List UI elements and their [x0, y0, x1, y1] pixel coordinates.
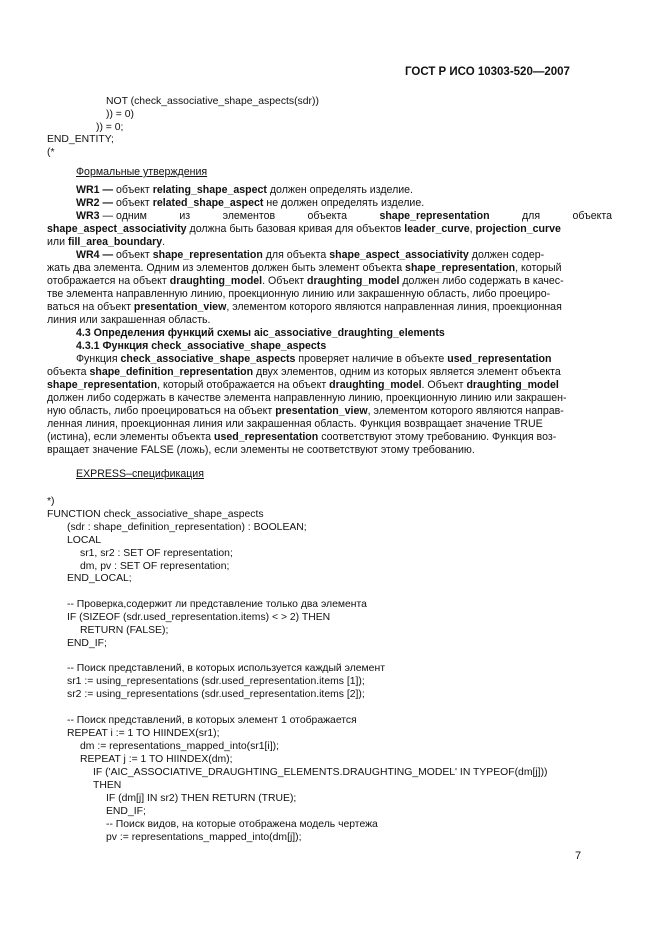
code-line: LOCAL — [67, 535, 102, 546]
wr3-word: элементов — [222, 210, 276, 222]
code-comment: -- Поиск видов, на которые отображена модель чертежа — [106, 819, 378, 830]
code-line: (* — [47, 147, 55, 158]
wr4-text: отображается на объект — [47, 275, 170, 287]
wr3-entity: projection_curve — [475, 223, 561, 235]
para-entity: used_representation — [447, 353, 552, 365]
code-line: END_IF; — [106, 806, 146, 817]
wr4-line — [76, 249, 544, 262]
wr4-entity: shape_aspect_associativity — [329, 249, 469, 261]
wr1-line — [76, 184, 413, 197]
para-text: (истина), если элементы объекта — [47, 431, 215, 443]
code-line: IF (SIZEOF (sdr.used_representation.items) < > 2) THEN — [67, 612, 331, 623]
code-line: THEN — [93, 780, 122, 791]
wr3-entity: leader_curve — [404, 223, 470, 235]
wr4-line — [47, 275, 564, 288]
wr3-entity: shape_aspect_associativity — [47, 223, 187, 235]
para-text: объекта — [47, 366, 90, 378]
wr4-entity: shape_representation — [152, 249, 263, 261]
code-comment: -- Поиск представлений, в которых используется каждый элемент — [67, 663, 385, 674]
para-line — [47, 366, 561, 379]
code-line: END_IF; — [67, 638, 107, 649]
wr1-tag: WR1 — — [76, 184, 114, 196]
page-number: 7 — [575, 850, 582, 862]
wr4-text: ваться на объект — [47, 301, 134, 313]
para-entity: draughting_model — [329, 379, 422, 391]
code-line: REPEAT i := 1 TO HIINDEX(sr1); — [67, 728, 220, 739]
wr1-text: объект — [113, 184, 153, 196]
wr3-line — [47, 223, 561, 236]
wr4-text: , который — [515, 262, 562, 274]
para-line: вращает значение FALSE (ложь), если элементы не соответствуют этому требованию. — [47, 444, 475, 456]
wr4-line: тве элемента направленную линию, проекционную линию или закрашенную область, либо проециро- — [47, 288, 551, 300]
para-line — [47, 431, 556, 444]
para-text: проверяет наличие в объекте — [295, 353, 448, 365]
para-text: ную область, либо проецироваться на объект — [47, 405, 276, 417]
code-line: NOT (check_associative_shape_aspects(sdr)) — [106, 96, 319, 107]
wr1-entity: relating_shape_aspect — [152, 184, 267, 196]
para-line — [47, 379, 559, 392]
para-entity: used_representation — [214, 431, 319, 443]
code-line: sr1 := using_representations (sdr.used_representation.items [1]); — [67, 676, 365, 687]
wr4-entity: draughting_model — [169, 275, 263, 287]
page-header-title: ГОСТ Р ИСО 10303-520—2007 — [405, 66, 570, 78]
code-line: (sdr : shape_definition_representation) : BOOLEAN; — [67, 522, 307, 533]
code-line: dm, pv : SET OF representation; — [80, 561, 230, 572]
wr4-text: жать два элемента. Одним из элементов должен быть элемент объекта — [47, 262, 406, 274]
wr4-text: , элементом которого являются направленная линия, проекционная — [226, 301, 562, 313]
formal-heading: Формальные утверждения — [76, 166, 208, 178]
wr3-word: для — [521, 210, 541, 222]
para-entity: shape_definition_representation — [89, 366, 254, 378]
para-entity: draughting_model — [466, 379, 559, 391]
para-line: должен либо содержать в качестве элемента направленную линию, проекционную линию или закрашен- — [47, 392, 567, 404]
wr3-tag: WR3 — [76, 210, 100, 222]
code-line: sr2 := using_representations (sdr.used_representation.items [2]); — [67, 689, 365, 700]
wr3-word: объекта — [307, 210, 348, 222]
para-text: соответствуют этому требованию. Функция воз- — [318, 431, 557, 443]
wr4-line: линия или закрашенная область. — [47, 314, 211, 326]
code-line: pv := representations_mapped_into(dm[j]); — [106, 832, 302, 843]
code-line: sr1, sr2 : SET OF representation; — [80, 548, 233, 559]
code-line: *) — [47, 496, 55, 507]
section-4-3-1-heading: 4.3.1 Функция check_associative_shape_aspects — [76, 340, 327, 352]
code-comment: -- Проверка,содержит ли представление только два элемента — [67, 599, 367, 610]
wr4-text: должен либо содержать в качес- — [399, 275, 564, 287]
para-text: . Объект — [421, 379, 467, 391]
para-line: ленная линия, проекционная линия или закрашенная область. Функция возвращает значение TRUE — [47, 418, 543, 430]
para-line — [76, 353, 552, 366]
para-entity: check_associative_shape_aspects — [120, 353, 296, 365]
code-line: END_ENTITY; — [47, 134, 114, 145]
code-line: )) = 0; — [96, 122, 124, 133]
code-line: RETURN (FALSE); — [80, 625, 169, 636]
wr4-text: . Объект — [262, 275, 308, 287]
code-line: REPEAT j := 1 TO HIINDEX(dm); — [80, 754, 233, 765]
wr2-line — [76, 197, 424, 210]
wr4-text: объект — [113, 249, 153, 261]
wr3-entity: fill_area_boundary — [67, 236, 163, 248]
wr3-word: объекта — [572, 210, 612, 222]
para-entity: shape_representation — [47, 379, 158, 391]
code-line: IF (dm[j] IN sr2) THEN RETURN (TRUE); — [106, 793, 297, 804]
para-line — [47, 405, 564, 418]
wr3-word: — одним — [102, 210, 147, 222]
para-entity: presentation_view — [275, 405, 368, 417]
express-heading: EXPRESS–спецификация — [76, 468, 204, 480]
code-comment: -- Поиск представлений, в которых элемент 1 отображается — [67, 715, 357, 726]
wr3-word: из — [179, 210, 191, 222]
wr4-entity: draughting_model — [307, 275, 400, 287]
wr3-line — [47, 236, 165, 249]
code-line: )) = 0) — [106, 109, 135, 120]
wr4-entity: presentation_view — [133, 301, 227, 313]
wr4-line — [47, 262, 562, 275]
wr2-text: не должен определять изделие. — [263, 197, 425, 209]
wr3-text: должна быть базовая кривая для объектов — [186, 223, 405, 235]
wr1-text: должен определять изделие. — [266, 184, 414, 196]
wr2-tag: WR2 — — [76, 197, 114, 209]
para-text: Функция — [76, 353, 121, 365]
para-text: двух элементов, одним из которых является элемент объекта — [253, 366, 561, 378]
code-line: FUNCTION check_associative_shape_aspects — [47, 509, 264, 520]
wr4-tag: WR4 — — [76, 249, 114, 261]
wr3-text: , — [469, 223, 476, 235]
wr2-text: объект — [113, 197, 153, 209]
para-text: , который отображается на объект — [157, 379, 330, 391]
wr4-line — [47, 301, 562, 314]
wr3-line — [76, 210, 612, 223]
wr4-text: для объекта — [262, 249, 330, 261]
code-line: dm := representations_mapped_into(sr1[i]); — [80, 741, 279, 752]
wr3-text: или — [47, 236, 68, 248]
wr3-text: . — [162, 236, 166, 248]
wr4-entity: shape_representation — [405, 262, 516, 274]
wr2-entity: related_shape_aspect — [152, 197, 264, 209]
wr3-entity: shape_representation — [379, 210, 490, 222]
section-4-3-heading: 4.3 Определения функций схемы aic_associative_draughting_elements — [76, 327, 445, 339]
code-line: END_LOCAL; — [67, 573, 132, 584]
wr4-text: должен содер- — [468, 249, 545, 261]
para-text: , элементом которого являются направ- — [367, 405, 564, 417]
code-line: IF ('AIC_ASSOCIATIVE_DRAUGHTING_ELEMENTS.DRAUGHTING_MODEL' IN TYPEOF(dm[j])) — [93, 767, 548, 778]
